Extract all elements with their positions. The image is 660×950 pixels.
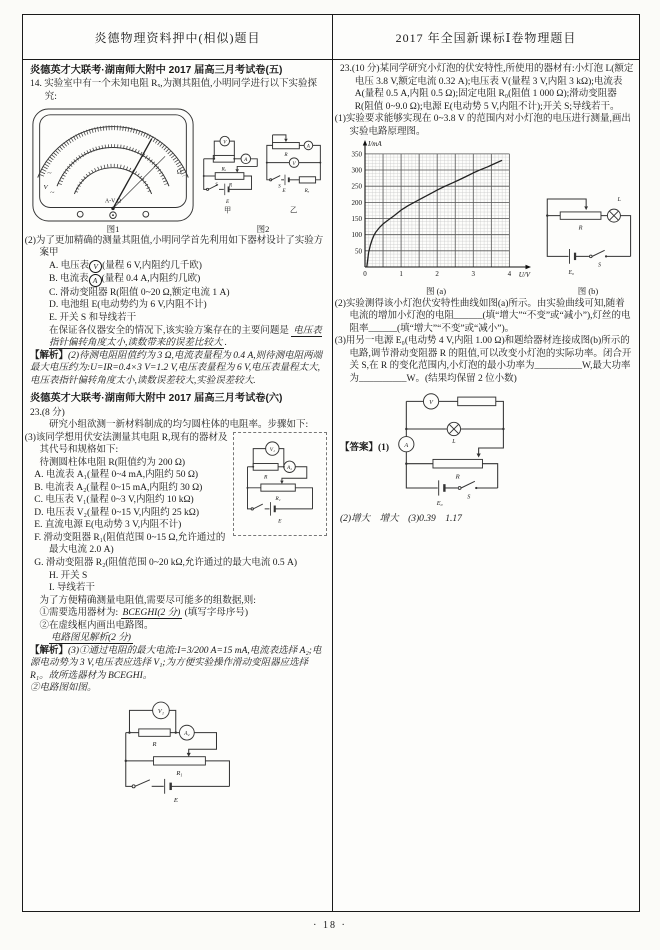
dash-r-label: R [263,474,268,481]
figure-row-1 [30,106,327,234]
svg-text:50: 50 [355,247,362,256]
answer-2-3: (2)增大 增大 (3)0.39 1.17 [340,514,462,525]
q14-intro: 14. 实验室中有一个未知电阻 Rₓ,为测其阻值,小明同学进行以下实验探究: [30,79,317,102]
ansr-a-label: A [404,442,409,450]
r-q23-text: 23.(10 分)某同学研究小灯泡的伏安特性,所使用的器材有:小灯泡 L(额定电压 3.8 V,额定电流 0.32 A);电压表 V(量程 3 V,内阻 3 kΩ);电流表 A(量程 0.5 A,内阻 0.5 Ω);固定电阻 R₀(阻值 1 000 Ω);滑动变阻器 R(阻值 0~9.0 Ω);电源 E(电动势 5 V,内阻不计);开关 S;导线若干。 [340,64,634,112]
q23-r: 待测圆柱体电阻 R(阻值约为 200 Ω) [39,457,186,468]
jiexi-2: 【解析】(2)待测电阻阻值约为 3 Ω,电流表量程为 0.4 A,则待测电阻两端最大电压约为:U=IR=0.4×3 V=1.2 V,电压表量程为 6 V,电压表量程太大,电压表指针偏转角度太小,读数误差较大,实验误差较大. [30,350,323,386]
answer-row [340,389,634,507]
q23-item-d: D. 电压表 V₂(量程 0~15 V,内阻约 25 kΩ) [34,507,199,518]
exam6-title: 炎德英才大联考·湖南师大附中 2017 届高三月考试卷(六) [30,393,283,405]
circled-ammeter-icon: A [89,274,102,287]
r-q23-1: (1)实验要求能够实现在 0~3.8 V 的范围内对小灯泡的电压进行测量,画出实验电路原理图。 [334,114,631,137]
jia-rheostat-label: R [228,182,233,189]
svg-text:200: 200 [351,199,362,208]
svg-text:2: 2 [435,270,439,279]
ansr-v-label: V [429,399,434,407]
jia-ammeter-label: A [244,157,248,163]
jia-rx-label: Rₓ [221,165,227,172]
fig-b-circuit [538,186,638,286]
q23-sub2: ②在虚线框内画出电路图。 [39,620,154,631]
jia-battery-label: E [226,198,230,205]
yi-rx-label: Rₓ [304,187,310,194]
q23-item-b: B. 电流表 A₂(量程 0~15 mA,内阻约 30 Ω) [34,482,203,493]
ansr-s-label: S [467,493,471,501]
left-column [23,60,333,911]
q14-answer-underlined: 电压表指针偏转角度太小,读数带来的误差比较大 [49,325,322,349]
jia-switch-label: S [215,182,218,188]
figb-e0-label: E₀ [568,270,575,277]
header-left-title: 炎德物理资料押中(相似)题目 [23,15,333,59]
q23-item-c: C. 电压表 V₁(量程 0~3 V,内阻约 10 kΩ) [34,495,194,506]
item-d: D. 电池组 E(电动势约为 6 V,内阻不计) [49,300,207,311]
q23-item-h: H. 开关 S [49,570,88,581]
answer-label: 【答案】(1) [340,442,390,453]
dashed-circuit-box [233,432,327,536]
r-q23-2: (2)实验测得该小灯泡伏安特性曲线如图(a)所示。由实验曲线可知,随着电流的增加小灯泡的电阻______(填“增大”“不变”或“减小”),灯丝的电阻率______(填“增大”“不变”或“减小”)。 [334,298,631,334]
dash-e-label: E [278,517,282,524]
q23-item-f: F. 滑动变阻器 R₁(阻值范围 0~15 Ω,允许通过的最大电流 2.0 A) [34,532,226,556]
jia-voltmeter-label: V [223,139,227,145]
ansr-e0-label: E₀ [436,500,443,508]
meter-av-label: A-V Ω [105,198,121,205]
q23-req: 为了方便精确测量电阻值,需要尽可能多的组数据,则: [39,595,256,606]
q14-question: 在保证各仪器安全的情况下,该实验方案存在的主要问题是 电压表指针偏转角度太小,读数带来的误差比较大 . [49,325,322,349]
q23-item-a: A. 电流表 A₁(量程 0~4 mA,内阻约 50 Ω) [34,470,199,481]
svg-text:U/V: U/V [518,271,530,280]
svg-text:0: 0 [363,270,367,279]
item-b: B. 电流表 A (量程 0.4 A,内阻约几欧) [49,274,201,285]
dash-a2-label: A₂ [287,465,292,471]
svg-text:3: 3 [471,270,476,279]
q23-3: (3)该同学想用伏安法测量其电阻 R,现有的器材及其代号和规格如下: [24,432,228,456]
svg-text:4: 4 [507,270,512,279]
meter-omega-label: Ω [176,168,182,176]
q14-2-intro: (2)为了更加精确的测量其阻值,小明同学首先利用如下器材设计了实验方案甲 [24,235,324,259]
answer-circuit-left-wrap [30,695,327,811]
answer-circuit-right-figure [389,389,515,507]
page-number: · 18 · [313,920,347,931]
table-header [23,15,639,60]
meter-v-label: V [43,183,48,191]
jiexi-3: 【解析】(3)①通过电阻的最大电流:I=3/200 A=15 mA,电流表选择 A₂;电源电动势为 3 V,电压表应选择 V₁;为方便实验操作滑动变阻器应选择 R₁。故所选器材为 BCEGHI。 [30,645,322,681]
item-c: C. 滑动变阻器 R(阻值 0~20 Ω,额定电流 1 A) [49,287,230,298]
figb-r-label: R [578,224,583,232]
meter-ac2-label: ~ [50,187,55,197]
svg-text:1: 1 [399,270,403,279]
ansl-r-label: R [151,740,156,748]
yi-ammeter-label: A [306,144,310,150]
header-right-title: 2017 年全国新课标Ⅰ卷物理题目 [395,30,577,45]
figb-lamp-label: L [617,197,621,204]
jia-label: 甲 [224,205,232,214]
yi-voltmeter-label: V [292,161,296,167]
r-q23-3: (3)用另一电源 E₀(电动势 4 V,内阻 1.00 Ω)和题给器材连接成图(b)所示的电路,调节滑动变阻器 R 的阻值,可以改变小灯泡的实际功率。闭合开关 S,在 R 的变化范围内,小灯泡的最小功率为__________W,最大功率为__________W。(结果均保留 2 位小数) [334,336,632,384]
svg-text:250: 250 [351,182,362,191]
q23-answer1-underlined: BCEGHI(2 分) [122,608,181,619]
ansl-v1-label: V₁ [157,708,164,716]
q23-item-g: G. 滑动变阻器 R₂(阻值范围 0~20 kΩ,允许通过的最大电流 0.5 A) [34,558,298,568]
fig2-caption: 图2 [256,223,270,234]
q23-score: 23.(8 分) [30,407,65,418]
figure-row-right [340,140,634,296]
dash-r1-label: R₁ [275,495,281,502]
exam5-title: 炎德英才大联考·湖南师大附中 2017 届高三月考试卷(五) [30,65,283,76]
answer-circuit-left-figure [98,695,260,811]
multimeter-figure [30,106,196,224]
dashed-circuit-figure [236,436,324,532]
exam-sheet [22,14,640,912]
item-e: E. 开关 S 和导线若干 [49,312,137,323]
ansl-r1-label: R₁ [175,770,183,778]
fig1-caption: 图1 [106,223,120,234]
svg-text:I/mA: I/mA [368,140,382,149]
svg-text:300: 300 [351,166,362,175]
yi-label: 乙 [290,205,298,214]
circled-voltmeter-icon: V [89,260,102,273]
right-column [333,60,639,911]
svg-text:150: 150 [351,215,362,224]
yi-battery-label: E [282,187,286,194]
q23-item-i: I. 导线若干 [49,583,95,594]
q23-answer2: 电路图见解析(2 分) [51,633,131,644]
q23-intro: 研究小组欲测一新材料制成的均匀圆柱体的电阻率。步骤如下: [49,420,309,431]
jiexi-3b: ②电路图如图。 [30,683,97,694]
yi-rheostat-label: R [284,151,288,158]
fig2-circuits [198,128,328,224]
ansr-r-label: R [455,473,460,481]
q23-item-e: E. 直流电源 E(电动势 3 V,内阻不计) [34,520,182,531]
yi-switch-label: S [278,183,281,189]
meter-ac-label: ~ [47,168,52,178]
item-a: A. 电压表 V (量程 6 V,内阻约几千欧) [49,260,202,272]
fig-b-caption: 图 (b) [577,286,599,297]
ansl-a2-label: A₂ [183,731,190,738]
svg-text:350: 350 [351,150,362,159]
figb-s-label: S [598,262,602,269]
ansl-e-label: E [173,796,178,804]
iv-chart [340,140,532,286]
ansr-lamp-label: L [452,439,456,446]
fig-a-caption: 图 (a) [425,286,447,297]
svg-text:100: 100 [351,231,362,240]
q23-sub1: ①需要选用器材为: BCEGHI(2 分) (填写字母序号) [39,608,248,619]
dash-v1-label: V₁ [269,446,275,453]
